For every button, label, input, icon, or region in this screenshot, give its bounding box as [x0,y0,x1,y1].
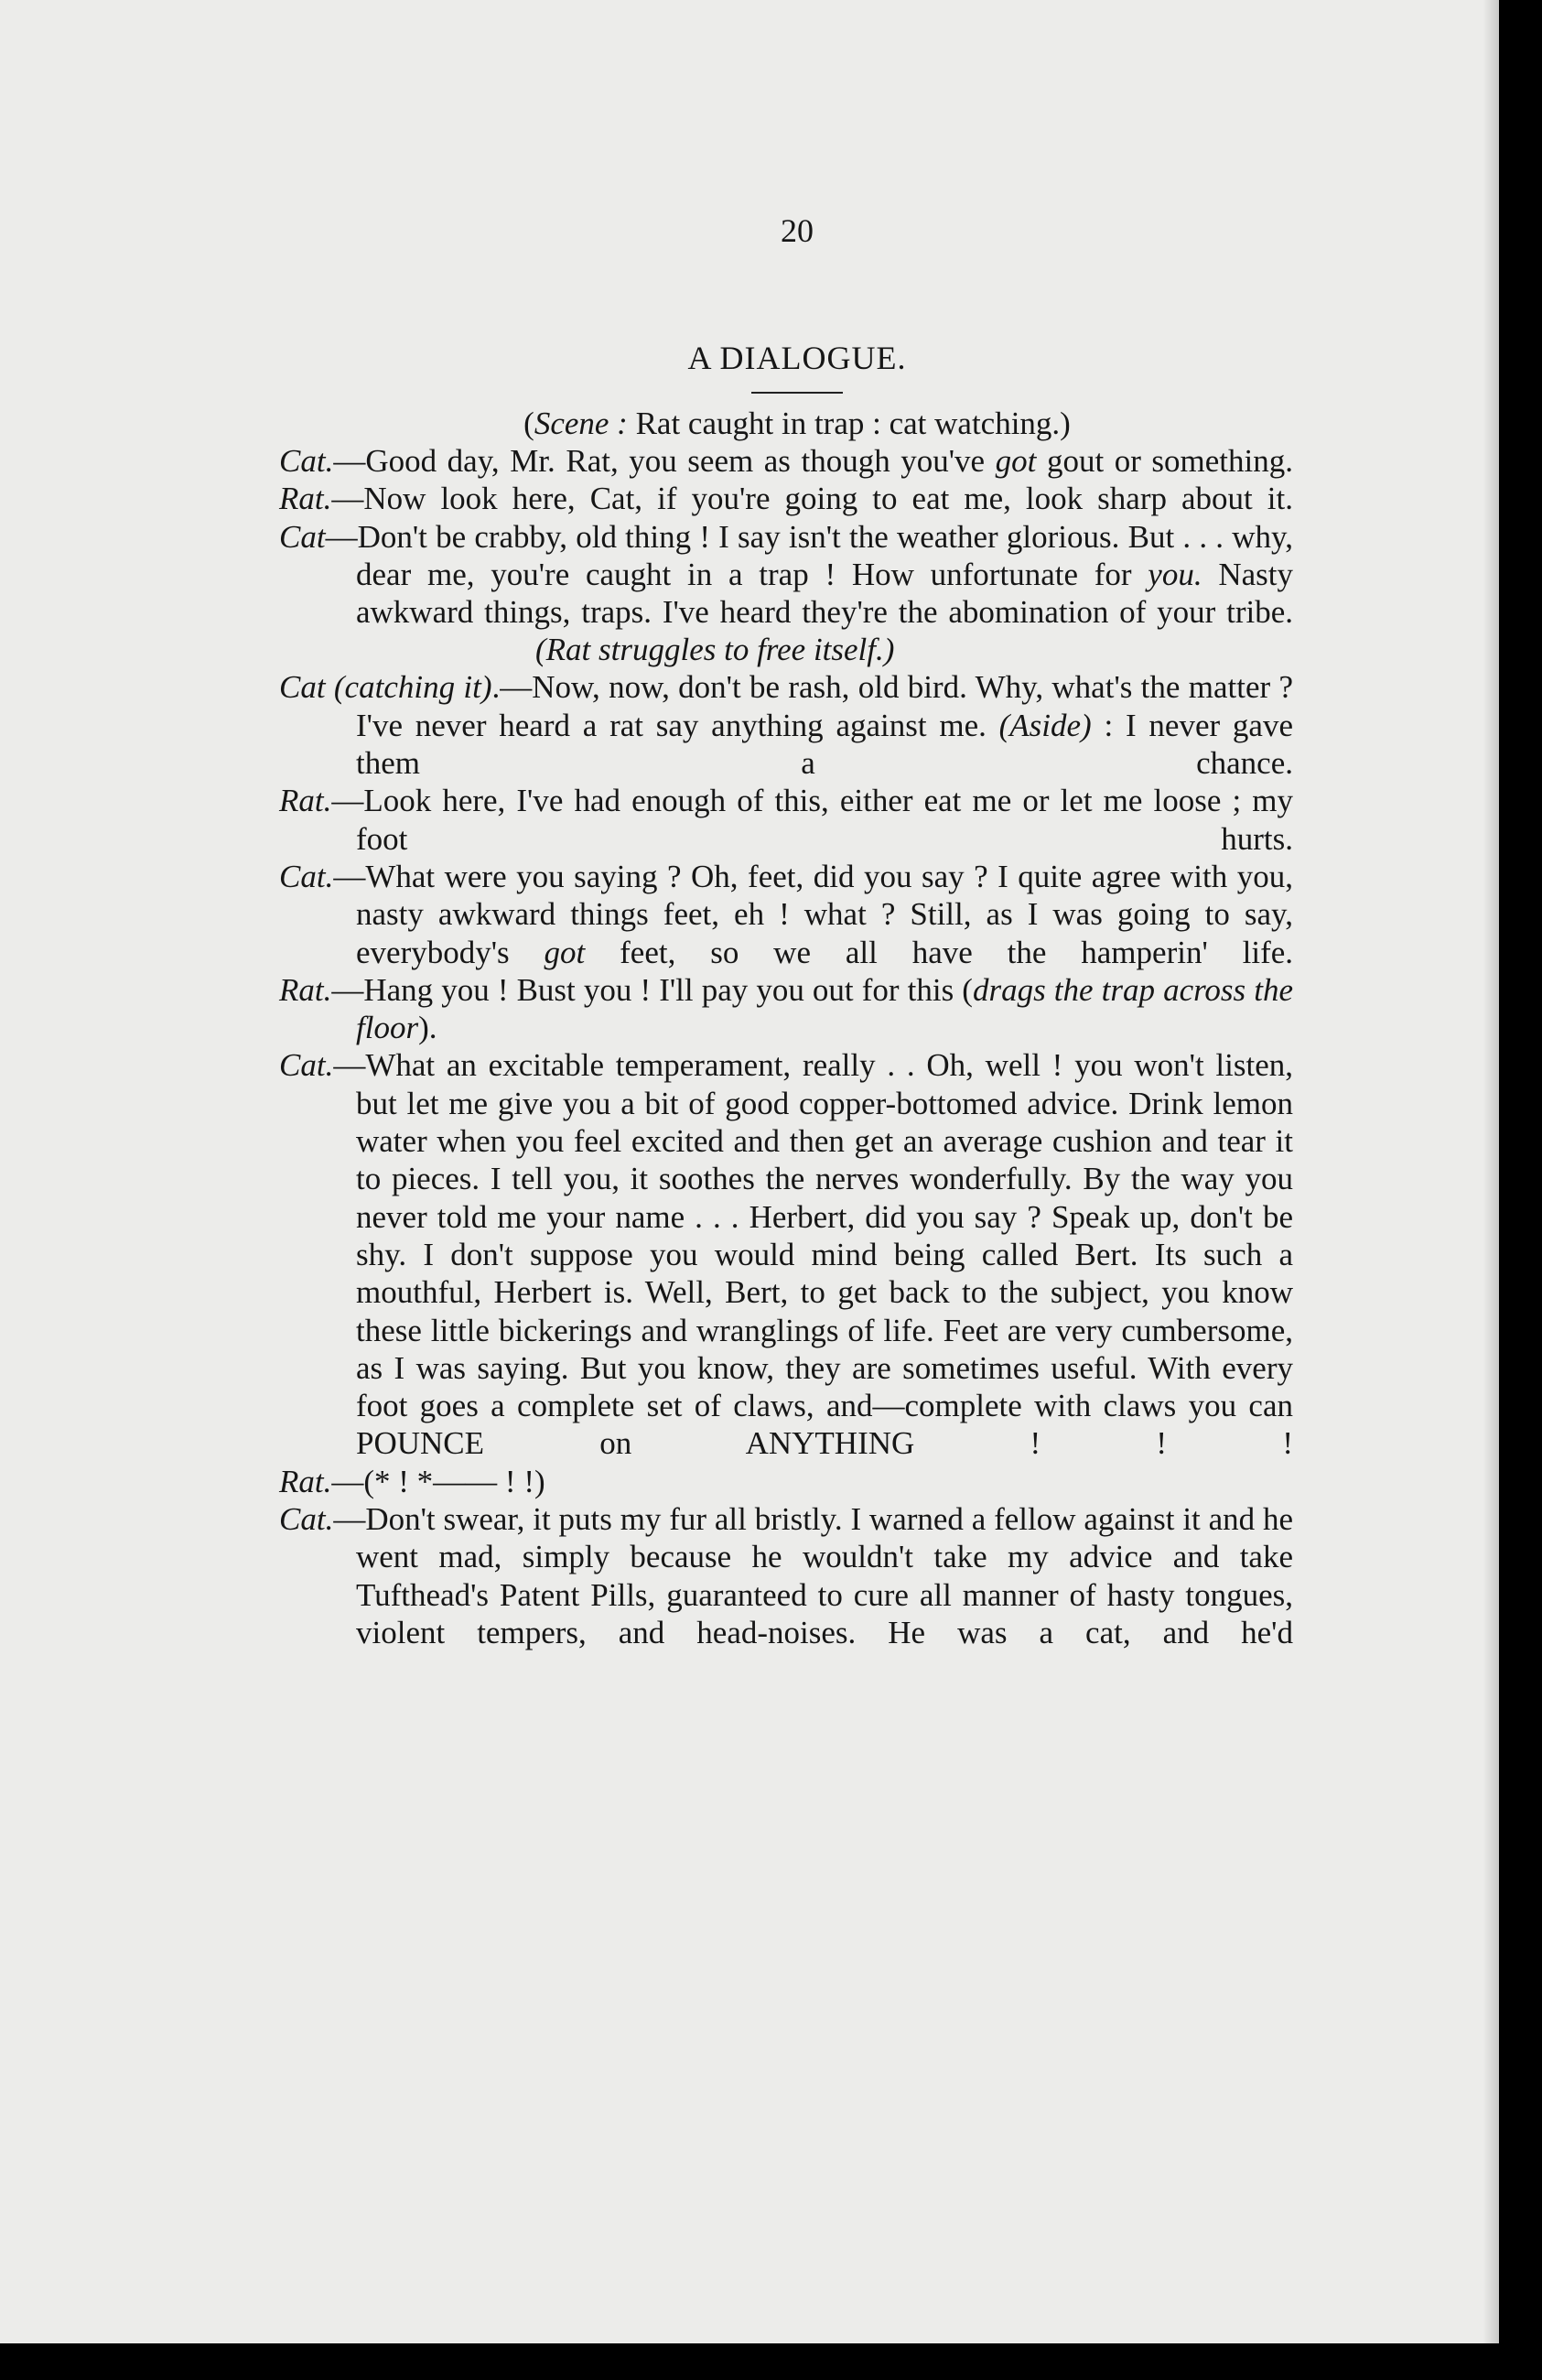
speaker-name: Cat. [279,858,334,894]
speaker-name: Cat [279,518,326,555]
page-text [279,211,1293,1651]
speech-text: (catching it).—Now, now, don't be rash, old bird. Why, what's the matter ? I've never heard a rat say anything against me. (Aside) : I never gave them a chance. [333,669,1294,782]
dialogue-line [279,518,1293,632]
speaker-name: Rat. [279,481,332,517]
speech-text: —Don't be crabby, old thing ! I say isn't the weather glorious. But . . . why, dear me, you're caught in a trap ! How unfortunate for you. Nasty awkward things, traps. I've heard they're the abomination of your tribe. [325,518,1293,631]
speech-text: —Look here, I've had enough of this, either eat me or let me loose ; my foot hurts. [331,783,1293,857]
speaker-name: Cat. [279,443,334,479]
speech-text: —What were you saying ? Oh, feet, did you say ? I quite agree with you, nasty awkward things feet, eh ! what ? Still, as I was going to say, everybody's got feet, so we all have the hamperin' life. [333,858,1294,970]
speech-text: —Don't swear, it puts my fur all bristly. I warned a fellow against it and he went mad, simply because he wouldn't take my advice and take Tufthead's Patent Pills, guaranteed to cure all manner of hasty tongues, violent tempers, and head-noises. He was a cat, and he'd [333,1501,1293,1650]
dialogue-line [279,1500,1293,1651]
dialogue-line [279,971,1293,1047]
dialogue-line [279,782,1293,858]
page-number: 20 [781,212,814,249]
dialogue-line [279,858,1293,971]
dialogue-line [279,480,1293,517]
speech-text: —What an excitable temperament, really . . Oh, well ! you won't listen, but let me give you a bit of good copper-bottomed advice. Drink lemon water when you feel excited and then get an average cushion and tear it to pieces. I tell you, it soothes the nerves wonderfully. By the way you never told me your name . . . Herbert, did you say ? Speak up, don't be shy. I don't suppose you would mind being called Bert. Its such a mouthful, Herbert is. Well, Bert, to get back to the subject, you know these little bickerings and wranglings of life. Feet are very cumbersome, as I was saying. But you know, they are sometimes useful. With every foot goes a complete set of claws, and—complete with claws you can POUNCE on ANYTHING ! ! ! [333,1047,1293,1462]
page-title: A DIALOGUE. [687,340,907,376]
speaker-name: Rat. [279,783,332,819]
speech-text: —(* ! *—— ! !) [331,1463,545,1499]
stage-direction-text: (Rat struggles to free itself.) [535,632,895,668]
dialogue-line [279,668,1293,782]
speech-text: —Now look here, Cat, if you're going to eat me, look sharp about it. [331,481,1293,517]
stage-direction [279,631,1293,668]
speaker-name: Cat. [279,1047,334,1084]
dialogue-line [279,1463,1293,1500]
speaker-name: Rat. [279,971,332,1008]
speech-text: —Good day, Mr. Rat, you seem as though you've got gout or something. [333,443,1293,479]
dialogue-line [279,1046,1293,1462]
dialogue-line [279,442,1293,480]
speaker-name: Cat [279,669,326,706]
scene-label: Scene : [534,406,628,441]
speech-text: —Hang you ! Bust you ! I'll pay you out for this (drags the trap across the floor). [331,971,1294,1046]
title-rule [751,392,843,394]
stage-direction-scene: (Scene : Rat caught in trap : cat watching.) [523,406,1071,441]
speaker-name: Rat. [279,1463,332,1499]
speaker-name: Cat. [279,1501,334,1538]
